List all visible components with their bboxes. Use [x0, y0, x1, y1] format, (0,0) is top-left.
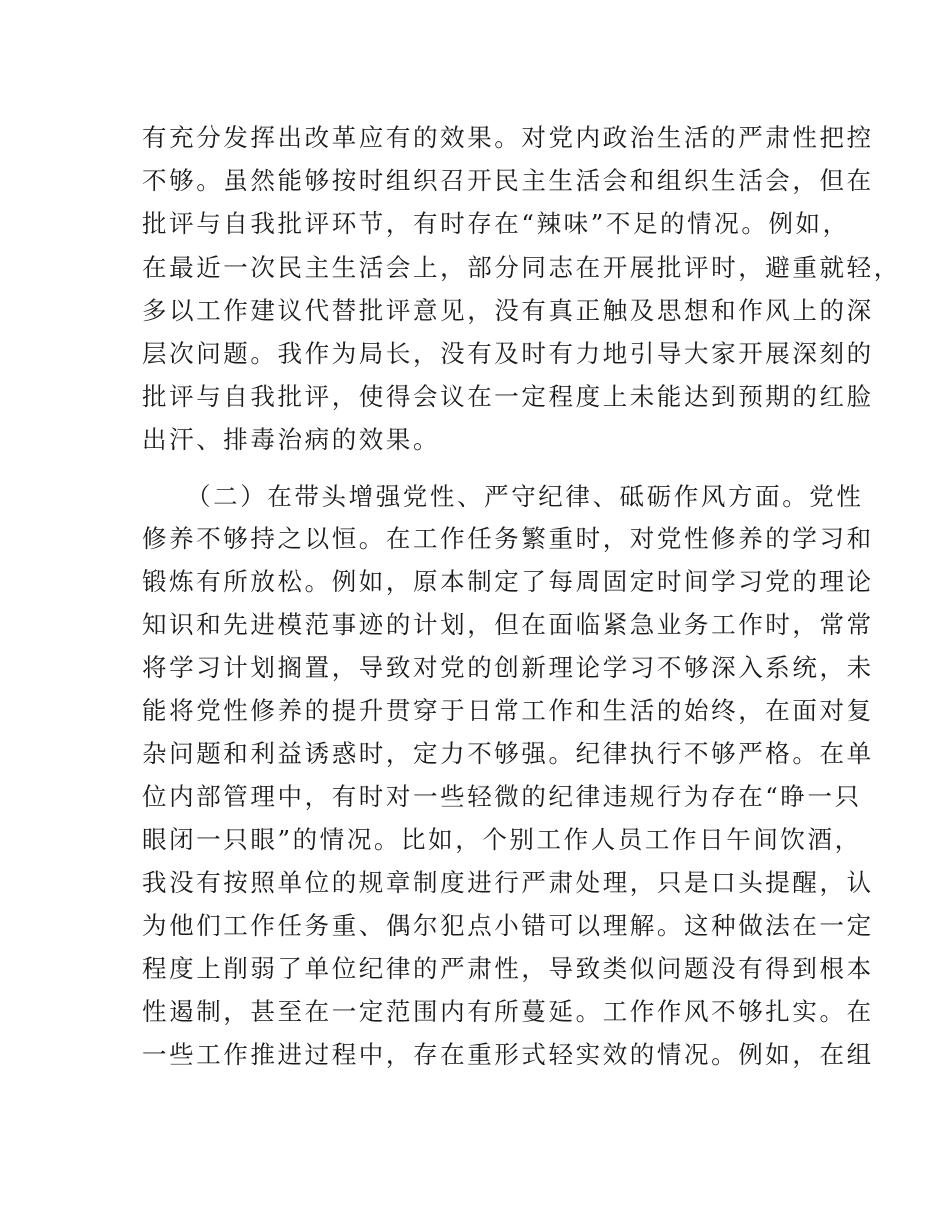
- text-line-11: 锻炼有所放松。例如，原本制定了每周固定时间学习党的理论: [142, 567, 874, 596]
- text-line-16: 位内部管理中，有时对一些轻微的纪律违规行为存在“睁一只: [142, 782, 862, 811]
- text-line-14: 能将党性修养的提升贯穿于日常工作和生活的始终，在面对复: [142, 696, 874, 725]
- section-heading-line: （二）在带头增强党性、严守纪律、砥砺作风方面。党性: [186, 482, 864, 511]
- text-line-20: 程度上削弱了单位纪律的严肃性，导致类似问题没有得到根本: [142, 954, 874, 983]
- text-line-19: 为他们工作任务重、偶尔犯点小错可以理解。这种做法在一定: [142, 911, 874, 940]
- text-line-13: 将学习计划搁置，导致对党的创新理论学习不够深入系统，未: [142, 653, 874, 682]
- text-line-18: 我没有按照单位的规章制度进行严肃处理，只是口头提醒，认: [142, 868, 874, 897]
- text-line-21: 性遏制，甚至在一定范围内有所蔓延。工作作风不够扎实。在: [142, 997, 874, 1026]
- text-line-10: 修养不够持之以恒。在工作任务繁重时，对党性修养的学习和: [142, 524, 874, 553]
- text-line-5: 多以工作建议代替批评意见，没有真正触及思想和作风上的深: [142, 296, 874, 325]
- text-line-15: 杂问题和利益诱惑时，定力不够强。纪律执行不够严格。在单: [142, 739, 874, 768]
- text-line-6: 层次问题。我作为局长，没有及时有力地引导大家开展深刻的: [142, 339, 874, 368]
- text-line-3: 批评与自我批评环节，有时存在“辣味”不足的情况。例如，: [142, 209, 850, 238]
- text-line-1: 有充分发挥出改革应有的效果。对党内政治生活的严肃性把控: [142, 123, 874, 152]
- text-line-4: 在最近一次民主生活会上，部分同志在开展批评时，避重就轻，: [142, 253, 901, 282]
- text-line-17: 眼闭一只眼”的情况。比如，个别工作人员工作日午间饮酒，: [142, 825, 862, 854]
- text-line-22: 一些工作推进过程中，存在重形式轻实效的情况。例如，在组: [142, 1040, 874, 1069]
- text-line-7: 批评与自我批评，使得会议在一定程度上未能达到预期的红脸: [142, 382, 874, 411]
- text-line-12: 知识和先进模范事迹的计划，但在面临紧急业务工作时，常常: [142, 610, 874, 639]
- text-line-8: 出汗、排毒治病的效果。: [142, 425, 441, 454]
- text-line-2: 不够。虽然能够按时组织召开民主生活会和组织生活会，但在: [142, 166, 874, 195]
